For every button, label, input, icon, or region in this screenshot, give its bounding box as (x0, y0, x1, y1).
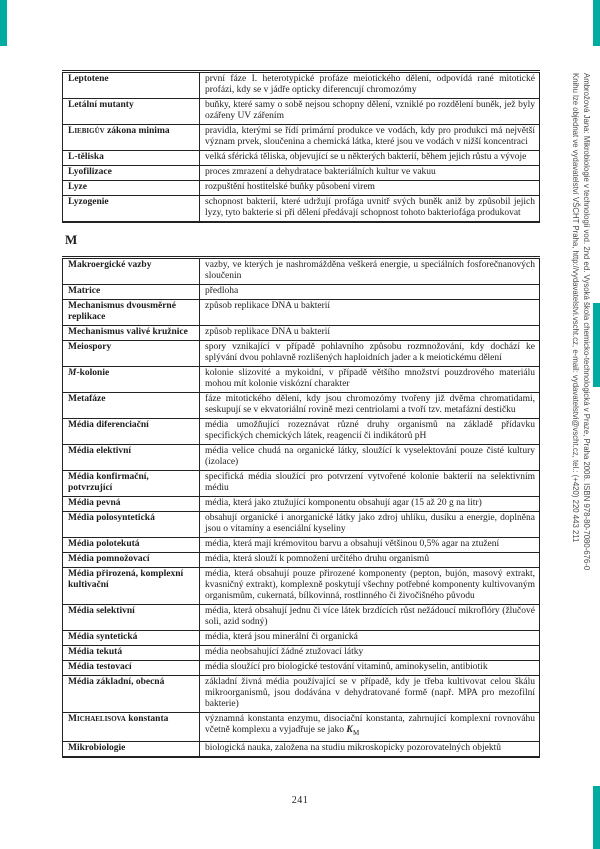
term-cell: Média polotekutá (63, 538, 200, 553)
definition-cell: média, která jsou minerální či organická (200, 631, 540, 646)
definition-cell: média neobsahující žádné ztužovací látky (200, 646, 540, 661)
glossary-row (63, 512, 540, 538)
definition-cell: média umožňující rozeznávat různé druhy organismů na základě přídavku specifických chemických látek, reagencií či indikátorů pH (200, 419, 540, 445)
definition-cell: fáze mitotického dělení, kdy jsou chromozómy tvořeny již dvěma chromatidami, seskupují se v ekvatoriální rovině mezi centriolami a tvoří tzv. metafázní destičku (200, 393, 540, 419)
definition-cell: specifická média sloužící pro potvrzení vytvořené kolonie bakterií na selektivním médiu (200, 471, 540, 497)
glossary-row (63, 661, 540, 676)
glossary-row (63, 605, 540, 631)
term-cell: Média pevná (63, 497, 200, 512)
edge-marker-right-middle (593, 303, 600, 387)
definition-cell: buňky, které samy o sobě nejsou schopny dělení, vzniklé po rozdělení buněk, jež byly ozářeny UV zářením (200, 99, 540, 125)
definition-cell: média, která obsahují pouze přirozené komponenty (pepton, bujón, masový extrakt, kvasničný extrakt), komplexně poskytují všechny potřebné komponenty kultivovaným organismům, cukernatá, bílkovinná, rostlinného či živočišného původu (200, 568, 540, 605)
term-cell: Média testovací (63, 661, 200, 676)
glossary-row (63, 646, 540, 661)
term-cell: L-těliska (63, 151, 200, 166)
glossary-row (63, 497, 540, 512)
definition-cell: kolonie slizovité a mykoidní, v případě většího množství pouzdrového materiálu mohou mít kolonie viskózní charakter (200, 367, 540, 393)
glossary-row (63, 471, 540, 497)
glossary-row (63, 419, 540, 445)
citation-line-2: Knihu lze objednat ve vydavatelství VŠCHT Praha, http://vydavatelstvi.vscht.cz, e-mail: vydavatelstvi@vscht.cz, tel.: (+420) 220 443 211 (571, 73, 581, 543)
definition-cell: první fáze I. heterotypické profáze meiotického dělení, odpovídá rané mitotické profázi, kdy se v jádře opticky diferencují chromozómy (200, 72, 540, 99)
definition-cell: média, která mají krémovitou barvu a obsahují většinou 0,5% agar na ztužení (200, 538, 540, 553)
term-cell: Lyze (63, 181, 200, 196)
term-cell: Mechanismus dvousměrné replikace (63, 300, 200, 326)
term-cell: Lyzogenie (63, 196, 200, 223)
term-cell: Michaelisova konstanta (63, 713, 200, 742)
term-cell: Média konfirmační, potvrzující (63, 471, 200, 497)
glossary-row (63, 341, 540, 367)
edge-marker-top-left (0, 0, 7, 46)
definition-cell: předloha (200, 285, 540, 300)
glossary-row (63, 393, 540, 419)
term-cell: Média základní, obecná (63, 676, 200, 713)
term-cell: Média pomnožovací (63, 553, 200, 568)
glossary-row (63, 568, 540, 605)
glossary-row (63, 631, 540, 646)
term-cell: Média tekutá (63, 646, 200, 661)
definition-cell: způsob replikace DNA u bakterií (200, 326, 540, 341)
definition-cell: základní živná média používající se v případě, kdy je třeba kultivovat celou škálu mikroorganismů, jsou dodávána v dehydratované formě (např. MPA pro mezofilní bakterie) (200, 676, 540, 713)
glossary-table-l (62, 70, 540, 223)
glossary-row (63, 258, 540, 285)
glossary-table-m (62, 256, 540, 758)
glossary-row (63, 553, 540, 568)
term-cell: Média diferenciační (63, 419, 200, 445)
term-cell: Mechanismus valivé kružnice (63, 326, 200, 341)
term-cell: Matrice (63, 285, 200, 300)
term-cell: Lyofilizace (63, 166, 200, 181)
term-cell: Média polosyntetická (63, 512, 200, 538)
definition-cell: spory vznikající v případě pohlavního způsobu rozmnožování, kdy dochází ke splývání dvou pohlavně rozlišených haploidních jader a k meiotickému dělení (200, 341, 540, 367)
term-cell: Mikrobiologie (63, 741, 200, 757)
glossary-row (63, 285, 540, 300)
definition-cell: velká sférická těliska, objevující se u některých bakterií, během jejich růstu a vývoje (200, 151, 540, 166)
definition-cell: média, která jako ztužující komponentu obsahují agar (15 až 20 g na litr) (200, 497, 540, 512)
term-cell: Makroergické vazby (63, 258, 200, 285)
glossary-row (63, 445, 540, 471)
term-cell: Média selektivní (63, 605, 200, 631)
glossary-row (63, 713, 540, 742)
definition-cell: proces zmrazení a dehydratace bakteriálních kultur ve vakuu (200, 166, 540, 181)
glossary-row (63, 99, 540, 125)
definition-cell: rozpuštění hostitelské buňky působení virem (200, 181, 540, 196)
definition-cell: média, která obsahují jednu či více látek brzdících růst nežádoucí mikroflóry (žlučové soli, azid sodný) (200, 605, 540, 631)
glossary-row (63, 196, 540, 223)
term-cell: Meiospory (63, 341, 200, 367)
glossary-row (63, 367, 540, 393)
definition-cell: vazby, ve kterých je nashromážděna veškerá energie, u speciálních fosforečnanových sloučenin (200, 258, 540, 285)
glossary-row (63, 166, 540, 181)
definition-cell: biologická nauka, založena na studiu mikroskopicky pozorovatelných objektů (200, 741, 540, 757)
term-cell: Liebigův zákona minima (63, 125, 200, 151)
glossary-row (63, 676, 540, 713)
sidebar-citation (570, 73, 591, 594)
definition-cell: média velice chudá na organické látky, sloužící k vyselektování pouze čisté kultury (izolace) (200, 445, 540, 471)
definition-cell: způsob replikace DNA u bakterií (200, 300, 540, 326)
definition-cell: schopnost bakterií, které udržují profága uvnitř svých buněk aniž by způsobil jejich lyzy, tyto bakterie si při dělení předávají schopnost tohoto bakteriofága produkovat (200, 196, 540, 223)
glossary-row (63, 151, 540, 166)
page-content (62, 70, 540, 758)
term-cell: Metafáze (63, 393, 200, 419)
definition-cell: média sloužící pro biologické testování vitaminů, aminokyselin, antibiotik (200, 661, 540, 676)
term-cell: Média elektivní (63, 445, 200, 471)
glossary-row (63, 538, 540, 553)
term-cell: Leptotene (63, 72, 200, 99)
term-cell: Média přirozená, komplexní kultivační (63, 568, 200, 605)
glossary-row (63, 326, 540, 341)
glossary-row (63, 72, 540, 99)
glossary-row (63, 125, 540, 151)
term-cell: M-kolonie (63, 367, 200, 393)
definition-cell: média, která slouží k pomnožení určitého druhu organismů (200, 553, 540, 568)
glossary-row (63, 181, 540, 196)
glossary-row (63, 741, 540, 757)
definition-cell: významná konstanta enzymu, disociační konstanta, zahrnující komplexní rovnováhu včetně komplexu a vyjadřuje se jako $K_M$ (200, 713, 540, 742)
term-cell: Média syntetická (63, 631, 200, 646)
glossary-row (63, 300, 540, 326)
edge-marker-top-right (593, 0, 600, 46)
definition-cell: pravidla, kterými se řídí primární produkce ve vodách, kdy pro produkci má největší význam prvek, sloučenina a chemická látka, které jsou ve vodách v nižší koncentraci (200, 125, 540, 151)
citation-line-1: Ambrožová Jana: Mikrobiologie v technologii vod. 2nd ed. Vysoká škola chemicko-technologická v Praze, Praha 2008. ISBN 978-80-7080-676-0 (582, 73, 591, 571)
term-cell: Letální mutanty (63, 99, 200, 125)
definition-cell: obsahují organické i anorganické látky jako zdroj uhlíku, dusíku a energie, doplněna jsou o vitamíny a esenciální kyseliny (200, 512, 540, 538)
page-number: 241 (291, 795, 309, 806)
section-header-m: M (65, 232, 78, 247)
